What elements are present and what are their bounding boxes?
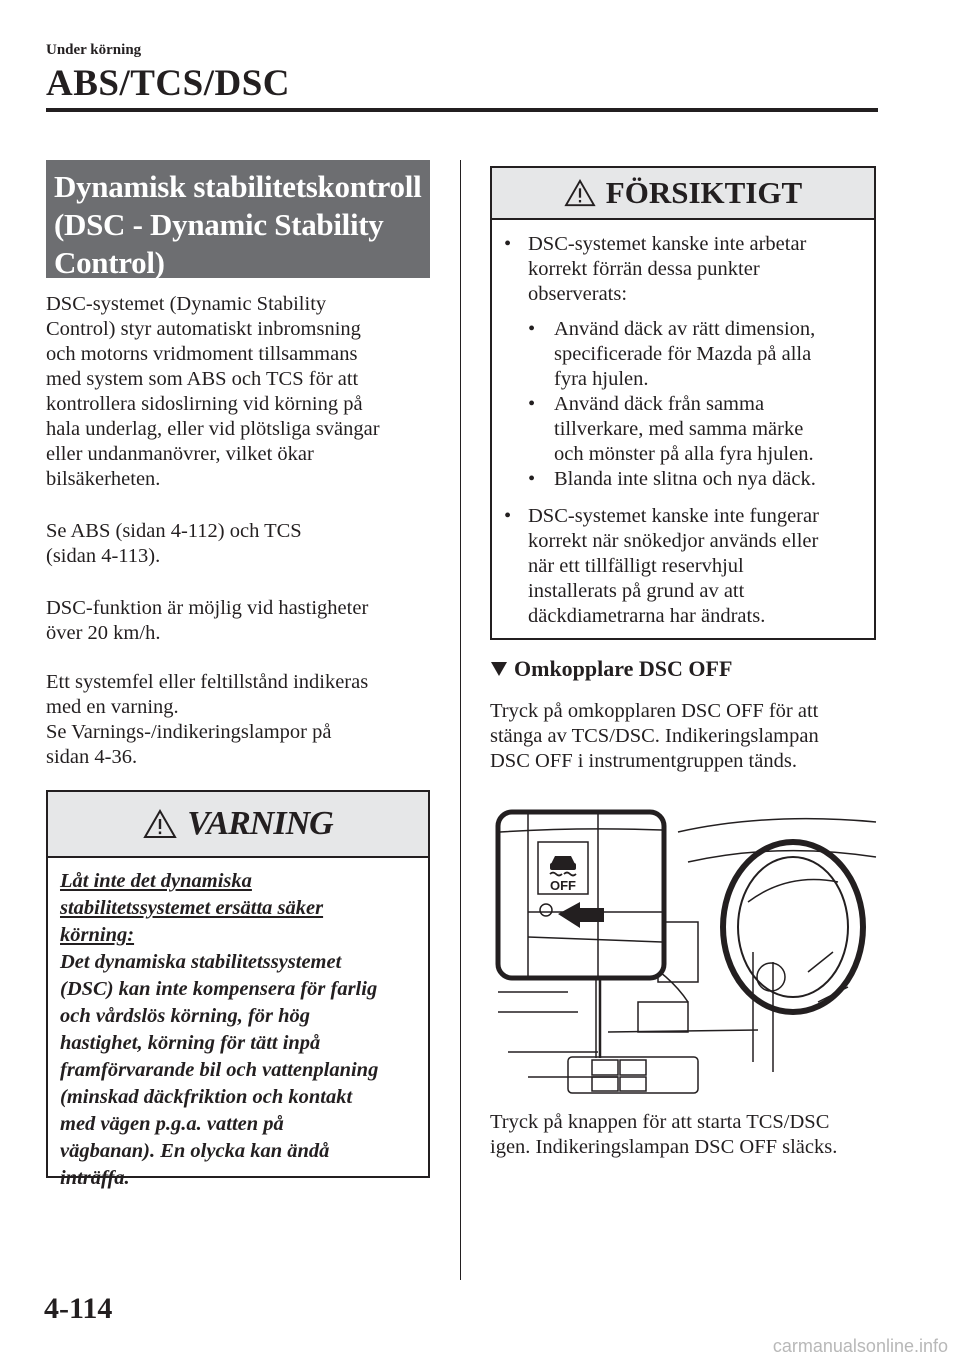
dsc-off-switch-heading [490,656,732,682]
warning-title: VARNING [187,805,333,842]
warning-header [48,792,428,858]
text-line: över 20 km/h. [46,622,161,644]
dsc-section-heading [46,160,430,278]
warning-line: vägbanan). En olycka kan ändå [60,1140,330,1162]
dsc-off-button-label: OFF [550,878,576,893]
text-line: Control) styr automatiskt inbromsning [46,318,361,340]
warning-triangle-icon [143,809,177,839]
caution-line: korrekt när snökedjor används eller [528,530,819,552]
warning-text [48,858,428,1192]
text-line: Se Varnings-/indikeringslampor på [46,721,332,743]
text-line: DSC OFF i instrumentgruppen tänds. [490,750,797,772]
text-line: Tryck på omkopplaren DSC OFF för att [490,700,819,722]
caution-line: när ett tillfälligt reservhjul [528,555,744,577]
caution-line: korrekt förrän dessa punkter [528,258,760,280]
page-number: 4-114 [44,1292,113,1325]
text-line: bilsäkerheten. [46,468,161,490]
warning-line: och vårdslös körning, för hög [60,1005,311,1027]
caution-line: observerats: [528,283,628,305]
text-line: eller undanmanövrer, vilket ökar [46,443,314,465]
warning-line: inträffa. [60,1167,130,1189]
caution-header [492,168,874,220]
caution-box [490,166,876,640]
text-line: stänga av TCS/DSC. Indikeringslampan [490,725,819,747]
fault-paragraph [46,670,368,770]
warning-box [46,790,430,1189]
warning-line: Det dynamiska stabilitetssystemet [60,951,342,973]
caution-line: Använd däck av rätt dimension, [554,318,816,340]
text-line: hala underlag, eller vid plötsliga svängar [46,418,380,440]
switch-on-paragraph [490,1110,837,1160]
caution-title: FÖRSIKTIGT [605,175,803,210]
header-rule [46,108,878,112]
text-line: Se ABS (sidan 4-112) och TCS [46,520,302,542]
reference-paragraph [46,519,302,569]
warning-line: hastighet, körning för tätt inpå [60,1032,321,1054]
warning-line: med vägen p.g.a. vatten på [60,1113,284,1135]
caution-line: installerats på grund av att [528,580,745,602]
caution-line: specificerade för Mazda på alla [554,343,812,365]
bullet-icon: • [528,468,536,490]
text-line: och motorns vridmoment tillsammans [46,343,358,365]
switch-off-paragraph [490,699,819,774]
warning-line: framförvarande bil och vattenplaning [60,1059,379,1081]
text-line: Ett systemfel eller feltillstånd indikeras [46,671,369,693]
caution-line: och mönster på alla fyra hjulen. [554,443,814,465]
caution-line: tillverkare, med samma märke [554,418,804,440]
text-line: kontrollera sidoslirning vid körning på [46,393,363,415]
dsc-off-switch-illustration [488,802,878,1096]
warning-line: (minskad däckfriktion och kontakt [60,1086,353,1108]
caution-line: Blanda inte slitna och nya däck. [554,468,816,490]
dsc-intro-paragraph [46,292,380,492]
warning-lead-line: Låt inte det dynamiska [60,870,252,892]
dsc-off-heading-text: Omkopplare DSC OFF [514,656,733,681]
bullet-icon: • [528,393,536,415]
caution-line: fyra hjulen. [554,368,649,390]
caution-line: Använd däck från samma [554,393,765,415]
triangle-down-icon [490,661,508,677]
text-line: med system som ABS och TCS för att [46,368,359,390]
text-line: DSC-systemet (Dynamic Stability [46,293,327,315]
bullet-icon: • [504,233,512,255]
caution-line: DSC-systemet kanske inte arbetar [528,233,807,255]
page-title: ABS/TCS/DSC [46,63,291,104]
caution-line: DSC-systemet kanske inte fungerar [528,505,819,527]
text-line: DSC-funktion är möjlig vid hastigheter [46,597,369,619]
running-section-label: Under körning [46,42,142,58]
heading-line: Dynamisk stabilitetskontroll [54,169,422,204]
caution-line: däckdiametrarna har ändrats. [528,605,766,627]
text-line: med en varning. [46,696,179,718]
column-divider [460,160,461,1280]
heading-line: Control) [54,245,165,280]
text-line: sidan 4-36. [46,746,138,768]
warning-lead-line: stabilitetssystemet ersätta säker [60,897,324,919]
text-line: (sidan 4-113). [46,545,161,567]
warning-triangle-icon [564,179,596,207]
text-line: Tryck på knappen för att starta TCS/DSC [490,1111,830,1133]
speed-paragraph [46,596,368,646]
warning-line: (DSC) kan inte kompensera för farlig [60,978,378,1000]
heading-line: (DSC - Dynamic Stability [54,207,384,242]
bullet-icon: • [504,505,512,527]
bullet-icon: • [528,318,536,340]
watermark: carmanualsonline.info [772,1336,948,1356]
text-line: igen. Indikeringslampan DSC OFF släcks. [490,1136,838,1158]
warning-lead-line: körning: [60,924,135,946]
